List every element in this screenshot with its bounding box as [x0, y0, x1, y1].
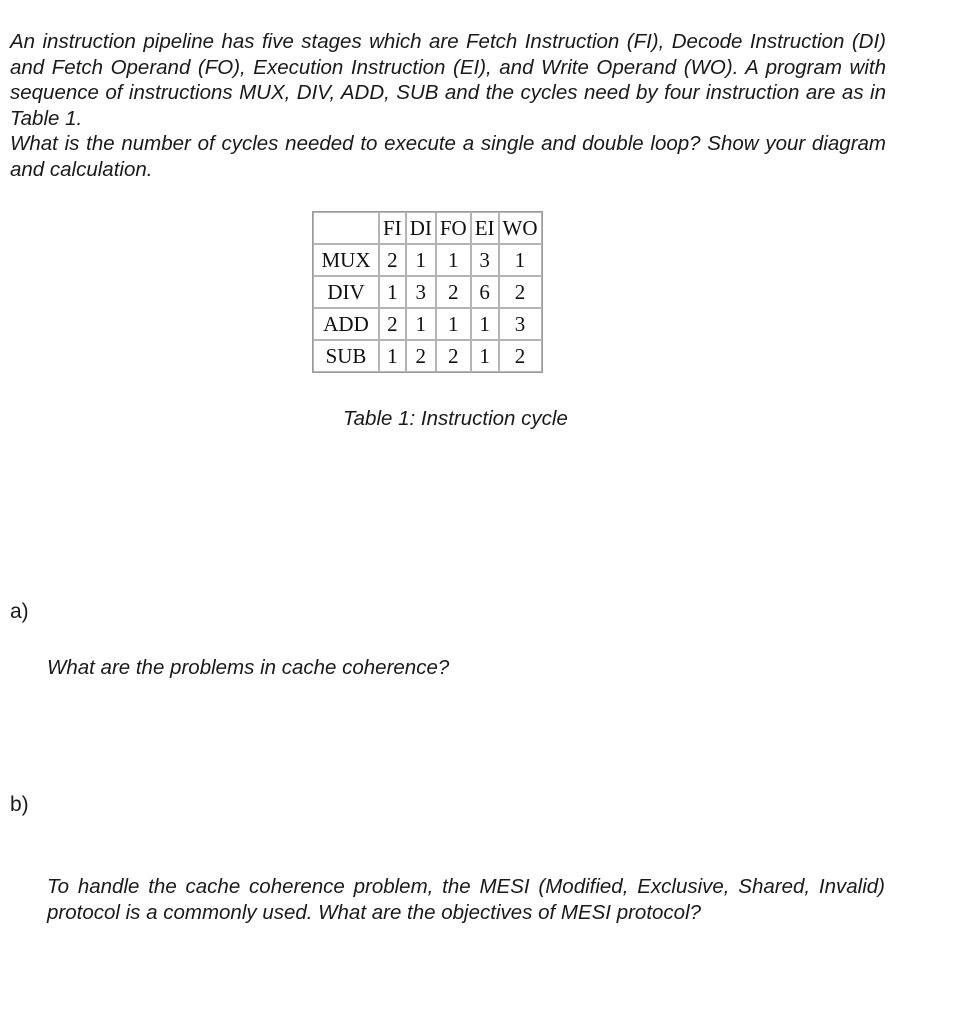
row-label-sub: SUB [313, 340, 379, 372]
table-cell: 1 [436, 308, 471, 340]
header-cell-fo: FO [436, 212, 471, 244]
question-b-text: To handle the cache coherence problem, the MESI (Modified, Exclusive, Shared, Invalid) protocol is a commonly used. What are the objectives of MESI protocol? [47, 875, 885, 924]
row-label-add: ADD [313, 308, 379, 340]
table-cell: 3 [406, 276, 436, 308]
table-row [313, 308, 542, 340]
question-a-label: a) [10, 600, 29, 623]
intro-text [10, 29, 886, 182]
question-b-label: b) [10, 793, 29, 816]
table-cell: 3 [471, 244, 499, 276]
table-cell: 2 [436, 276, 471, 308]
table-cell: 1 [379, 340, 406, 372]
table-header-row [313, 212, 542, 244]
table-cell: 1 [379, 276, 406, 308]
table-cell: 2 [379, 308, 406, 340]
table-cell: 6 [471, 276, 499, 308]
table-corner-cell [313, 212, 379, 244]
table-cell: 1 [436, 244, 471, 276]
table-caption: Table 1: Instruction cycle [343, 407, 568, 430]
header-cell-wo: WO [499, 212, 542, 244]
table-cell: 2 [436, 340, 471, 372]
header-cell-ei: EI [471, 212, 499, 244]
table-cell: 1 [406, 244, 436, 276]
intro-paragraph-2: What is the number of cycles needed to execute a single and double loop? Show your diagram and calculation. [10, 132, 886, 181]
table-row [313, 276, 542, 308]
table-cell: 2 [406, 340, 436, 372]
table-cell: 1 [406, 308, 436, 340]
table-cell: 1 [471, 340, 499, 372]
row-label-div: DIV [313, 276, 379, 308]
table-cell: 2 [499, 276, 542, 308]
table-row [313, 244, 542, 276]
header-cell-di: DI [406, 212, 436, 244]
table-row [313, 340, 542, 372]
table-cell: 1 [471, 308, 499, 340]
intro-paragraph-1: An instruction pipeline has five stages which are Fetch Instruction (FI), Decode Instruction (DI) and Fetch Operand (FO), Execution Instruction (EI), and Write Operand (WO). A program with sequence of instructions MUX, DIV, ADD, SUB and the cycles need by four instruction are as in Table 1. [10, 30, 886, 130]
row-label-mux: MUX [313, 244, 379, 276]
header-cell-fi: FI [379, 212, 406, 244]
question-a-text: What are the problems in cache coherence? [47, 656, 450, 679]
table-cell: 2 [499, 340, 542, 372]
table-cell: 2 [379, 244, 406, 276]
instruction-cycle-table [312, 211, 543, 373]
table-cell: 1 [499, 244, 542, 276]
table-cell: 3 [499, 308, 542, 340]
